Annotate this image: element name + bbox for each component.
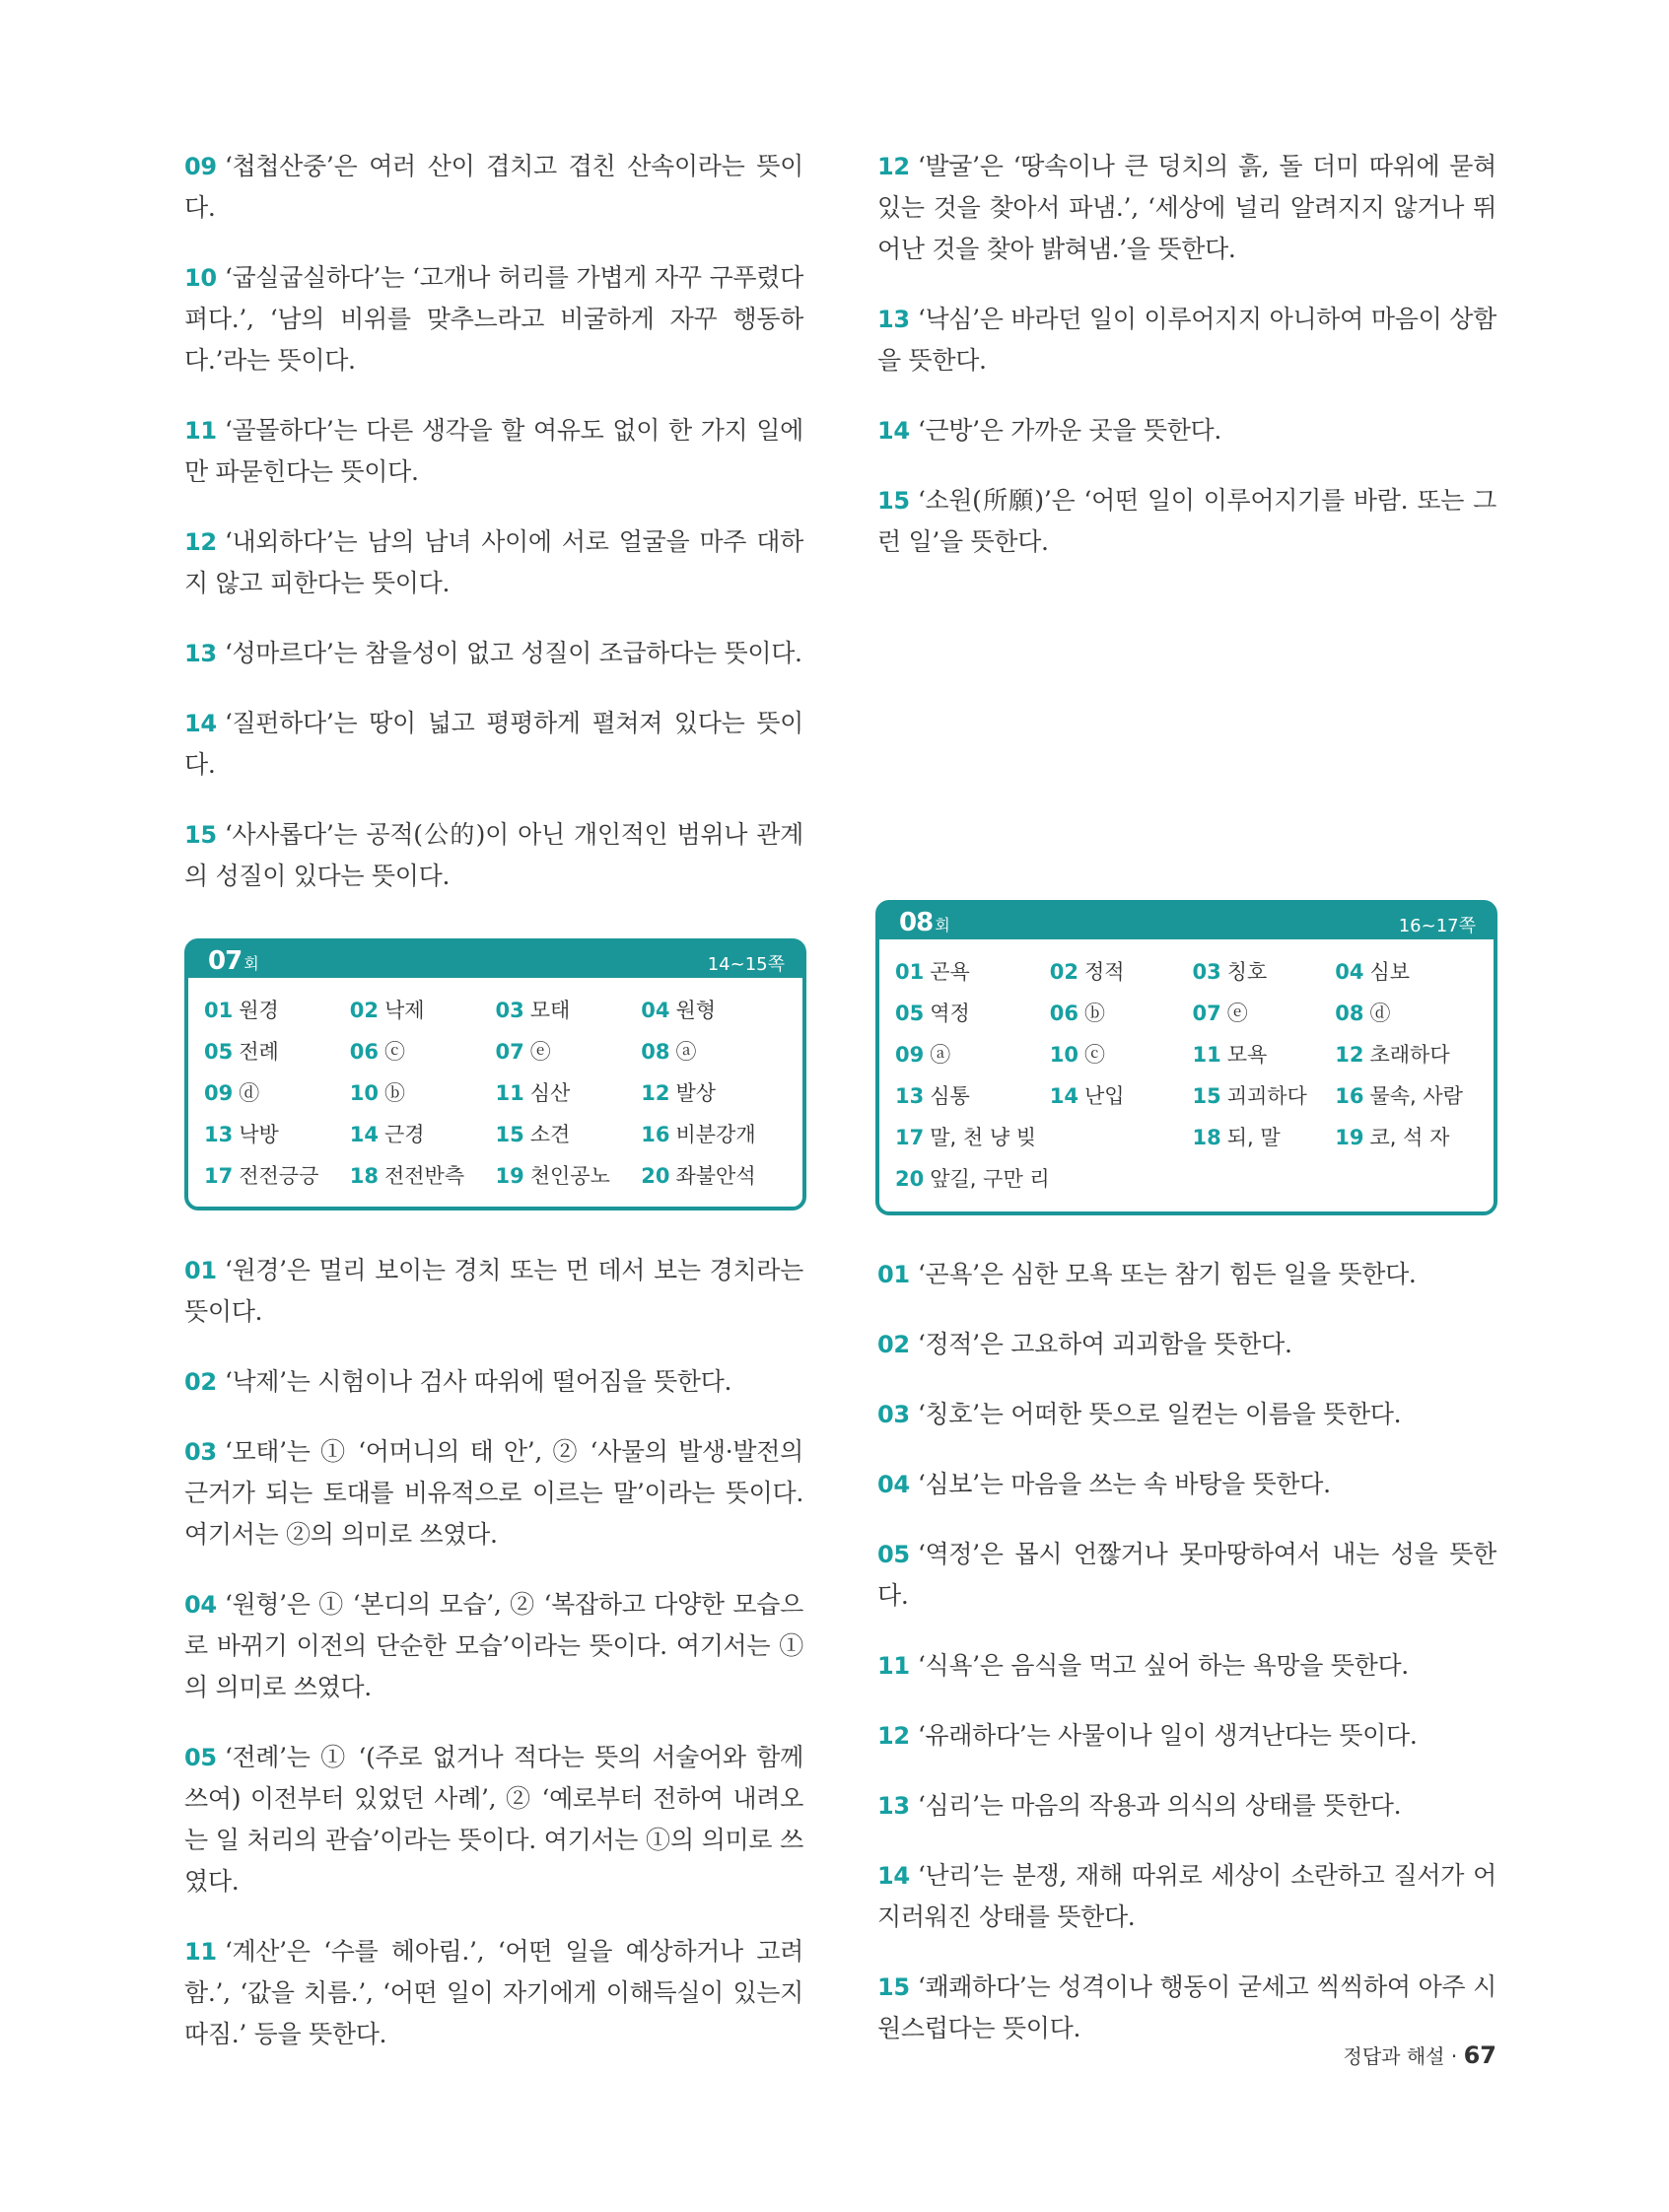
explanation-item: 14 ‘근방’은 가까운 곳을 뜻한다. bbox=[877, 416, 1222, 445]
answer-cell: 12 발상 bbox=[641, 1081, 717, 1105]
answer-cell: 20 좌불안석 bbox=[641, 1164, 756, 1188]
answer-cell: 04 심보 bbox=[1335, 960, 1411, 984]
answer-grid bbox=[204, 990, 787, 1197]
answer-cell: 08 ⓓ bbox=[1335, 1002, 1391, 1025]
top-left-column bbox=[184, 146, 803, 926]
explanation-item: 03 ‘칭호’는 어떠한 뜻으로 일컫는 이름을 뜻한다. bbox=[877, 1400, 1402, 1428]
explanation-item: 02 ‘정적’은 고요하여 괴괴함을 뜻한다. bbox=[877, 1330, 1292, 1358]
page-range: 16~17쪽 bbox=[1398, 916, 1476, 936]
bottom-left-column bbox=[184, 1250, 803, 2084]
answer-cell: 08 ⓐ bbox=[641, 1040, 697, 1064]
answer-box-round-07 bbox=[184, 938, 806, 1210]
answer-cell: 07 ⓔ bbox=[495, 1040, 551, 1064]
answer-cell: 03 모태 bbox=[495, 999, 571, 1022]
explanation-item: 15 ‘쾌쾌하다’는 성격이나 행동이 굳세고 씩씩하여 아주 시원스럽다는 뜻이다. bbox=[877, 1972, 1496, 2042]
footer-label: 정답과 해설 · bbox=[1343, 2044, 1458, 2068]
page-range: 14~15쪽 bbox=[707, 954, 785, 975]
explanation-item: 10 ‘굽실굽실하다’는 ‘고개나 허리를 가볍게 자꾸 구푸렸다 펴다.’, ‘남의 비위를 맞추느라고 비굴하게 자꾸 행동하다.’라는 뜻이다. bbox=[184, 263, 803, 375]
answer-cell: 11 심산 bbox=[495, 1081, 571, 1105]
answer-cell: 11 모욕 bbox=[1192, 1043, 1268, 1067]
answer-cell: 16 물속, 사람 bbox=[1335, 1084, 1463, 1108]
answer-cell: 12 초래하다 bbox=[1335, 1043, 1450, 1067]
explanation-item: 01 ‘원경’은 멀리 보이는 경치 또는 먼 데서 보는 경치라는 뜻이다. bbox=[184, 1256, 803, 1326]
explanation-item: 02 ‘낙제’는 시험이나 검사 따위에 떨어짐을 뜻한다. bbox=[184, 1367, 732, 1396]
answer-cell: 14 근경 bbox=[349, 1123, 425, 1146]
answer-cell: 01 곤욕 bbox=[895, 960, 970, 984]
answer-box-round-08 bbox=[875, 900, 1497, 1215]
explanation-item: 09 ‘첩첩산중’은 여러 산이 겹치고 겹친 산속이라는 뜻이다. bbox=[184, 152, 803, 222]
explanation-item: 05 ‘전례’는 ① ‘(주로 없거나 적다는 뜻의 서술어와 함께 쓰여) 이전부터 있었던 사례’, ② ‘예로부터 전하여 내려오는 일 처리의 관습’이라는 뜻이다. 여기서는 ①의 의미로 쓰였다. bbox=[184, 1743, 803, 1896]
answer-cell: 02 정적 bbox=[1049, 960, 1125, 984]
explanation-item: 04 ‘원형’은 ① ‘본디의 모습’, ② ‘복잡하고 다양한 모습으로 바뀌기 이전의 단순한 모습’이라는 뜻이다. 여기서는 ①의 의미로 쓰였다. bbox=[184, 1590, 803, 1701]
answer-cell: 15 소견 bbox=[495, 1123, 571, 1146]
explanation-item: 14 ‘질펀하다’는 땅이 넓고 평평하게 펼쳐져 있다는 뜻이다. bbox=[184, 709, 803, 779]
page-number: 67 bbox=[1463, 2041, 1496, 2069]
explanation-item: 04 ‘심보’는 마음을 쓰는 속 바탕을 뜻한다. bbox=[877, 1470, 1331, 1498]
explanation-item: 13 ‘심리’는 마음의 작용과 의식의 상태를 뜻한다. bbox=[877, 1791, 1402, 1820]
explanation-item: 11 ‘계산’은 ‘수를 헤아림.’, ‘어떤 일을 예상하거나 고려함.’, ‘값을 치름.’, ‘어떤 일이 자기에게 이해득실이 있는지 따짐.’ 등을 뜻한다. bbox=[184, 1937, 803, 2048]
explanation-item: 13 ‘낙심’은 바라던 일이 이루어지지 아니하여 마음이 상함을 뜻한다. bbox=[877, 305, 1496, 375]
explanation-item: 01 ‘곤욕’은 심한 모욕 또는 참기 힘든 일을 뜻한다. bbox=[877, 1260, 1417, 1288]
explanation-item: 14 ‘난리’는 분쟁, 재해 따위로 세상이 소란하고 질서가 어지러워진 상태를 뜻한다. bbox=[877, 1861, 1496, 1931]
answer-cell: 19 코, 석 자 bbox=[1335, 1126, 1450, 1149]
answer-cell: 06 ⓒ bbox=[349, 1040, 405, 1064]
explanation-item: 03 ‘모태’는 ① ‘어머니의 태 안’, ② ‘사물의 발생·발전의 근거가 되는 토대를 비유적으로 이르는 말’이라는 뜻이다. 여기서는 ②의 의미로 쓰였다. bbox=[184, 1437, 803, 1549]
round-number: 07 회 bbox=[208, 946, 258, 976]
answer-cell: 05 전례 bbox=[204, 1040, 279, 1064]
answer-cell: 14 난입 bbox=[1049, 1084, 1125, 1108]
explanation-item: 15 ‘소원(所願)’은 ‘어떤 일이 이루어지기를 바람. 또는 그런 일’을 뜻한다. bbox=[877, 486, 1496, 556]
answer-box-header bbox=[879, 904, 1494, 939]
answer-cell: 09 ⓓ bbox=[204, 1081, 260, 1105]
answer-cell: 01 원경 bbox=[204, 999, 279, 1022]
top-right-column bbox=[877, 146, 1496, 591]
explanation-item: 05 ‘역정’은 몹시 언짢거나 못마땅하여서 내는 성을 뜻한다. bbox=[877, 1540, 1496, 1610]
explanation-item: 12 ‘유래하다’는 사물이나 일이 생겨난다는 뜻이다. bbox=[877, 1721, 1418, 1750]
answer-cell: 05 역정 bbox=[895, 1002, 970, 1025]
answer-cell: 18 되, 말 bbox=[1192, 1126, 1281, 1149]
explanation-item: 12 ‘발굴’은 ‘땅속이나 큰 덩치의 흙, 돌 더미 따위에 묻혀 있는 것을 찾아서 파냄.’, ‘세상에 널리 알려지지 않거나 뛰어난 것을 찾아 밝혀냄.’을 뜻한다. bbox=[877, 152, 1496, 263]
answer-cell: 06 ⓑ bbox=[1049, 1002, 1105, 1025]
answer-grid bbox=[895, 951, 1478, 1200]
answer-cell bbox=[1050, 1117, 1193, 1158]
answer-cell: 13 심통 bbox=[895, 1084, 970, 1108]
answer-cell: 04 원형 bbox=[641, 999, 717, 1022]
answer-cell: 17 전전긍긍 bbox=[204, 1164, 319, 1188]
answer-cell: 16 비분강개 bbox=[641, 1123, 756, 1146]
answer-cell: 17 말, 천 냥 빚 bbox=[895, 1126, 1037, 1149]
page-footer bbox=[1344, 2040, 1496, 2069]
answer-cell: 18 전전반측 bbox=[349, 1164, 465, 1188]
answer-cell: 07 ⓔ bbox=[1192, 1002, 1248, 1025]
answer-cell: 02 낙제 bbox=[349, 999, 425, 1022]
round-number: 08 회 bbox=[899, 908, 949, 937]
answer-cell: 10 ⓑ bbox=[349, 1081, 405, 1105]
answer-cell: 09 ⓐ bbox=[895, 1043, 951, 1067]
bottom-right-column bbox=[877, 1254, 1496, 2078]
answer-cell: 20 앞길, 구만 리 bbox=[895, 1167, 1050, 1191]
explanation-item: 11 ‘골몰하다’는 다른 생각을 할 여유도 없이 한 가지 일에만 파묻힌다는 뜻이다. bbox=[184, 416, 803, 486]
explanation-item: 12 ‘내외하다’는 남의 남녀 사이에 서로 얼굴을 마주 대하지 않고 피한다는 뜻이다. bbox=[184, 527, 803, 597]
answer-cell: 10 ⓒ bbox=[1049, 1043, 1105, 1067]
explanation-item: 11 ‘식욕’은 음식을 먹고 싶어 하는 욕망을 뜻한다. bbox=[877, 1651, 1409, 1680]
answer-cell: 13 낙방 bbox=[204, 1123, 279, 1146]
answer-box-header bbox=[188, 942, 802, 978]
answer-cell: 15 괴괴하다 bbox=[1192, 1084, 1307, 1108]
explanation-item: 13 ‘성마르다’는 참을성이 없고 성질이 조급하다는 뜻이다. bbox=[184, 639, 802, 667]
answer-cell: 03 칭호 bbox=[1192, 960, 1268, 984]
answer-cell: 19 천인공노 bbox=[495, 1164, 610, 1188]
explanation-item: 15 ‘사사롭다’는 공적(公的)이 아닌 개인적인 범위나 관계의 성질이 있다는 뜻이다. bbox=[184, 820, 803, 890]
